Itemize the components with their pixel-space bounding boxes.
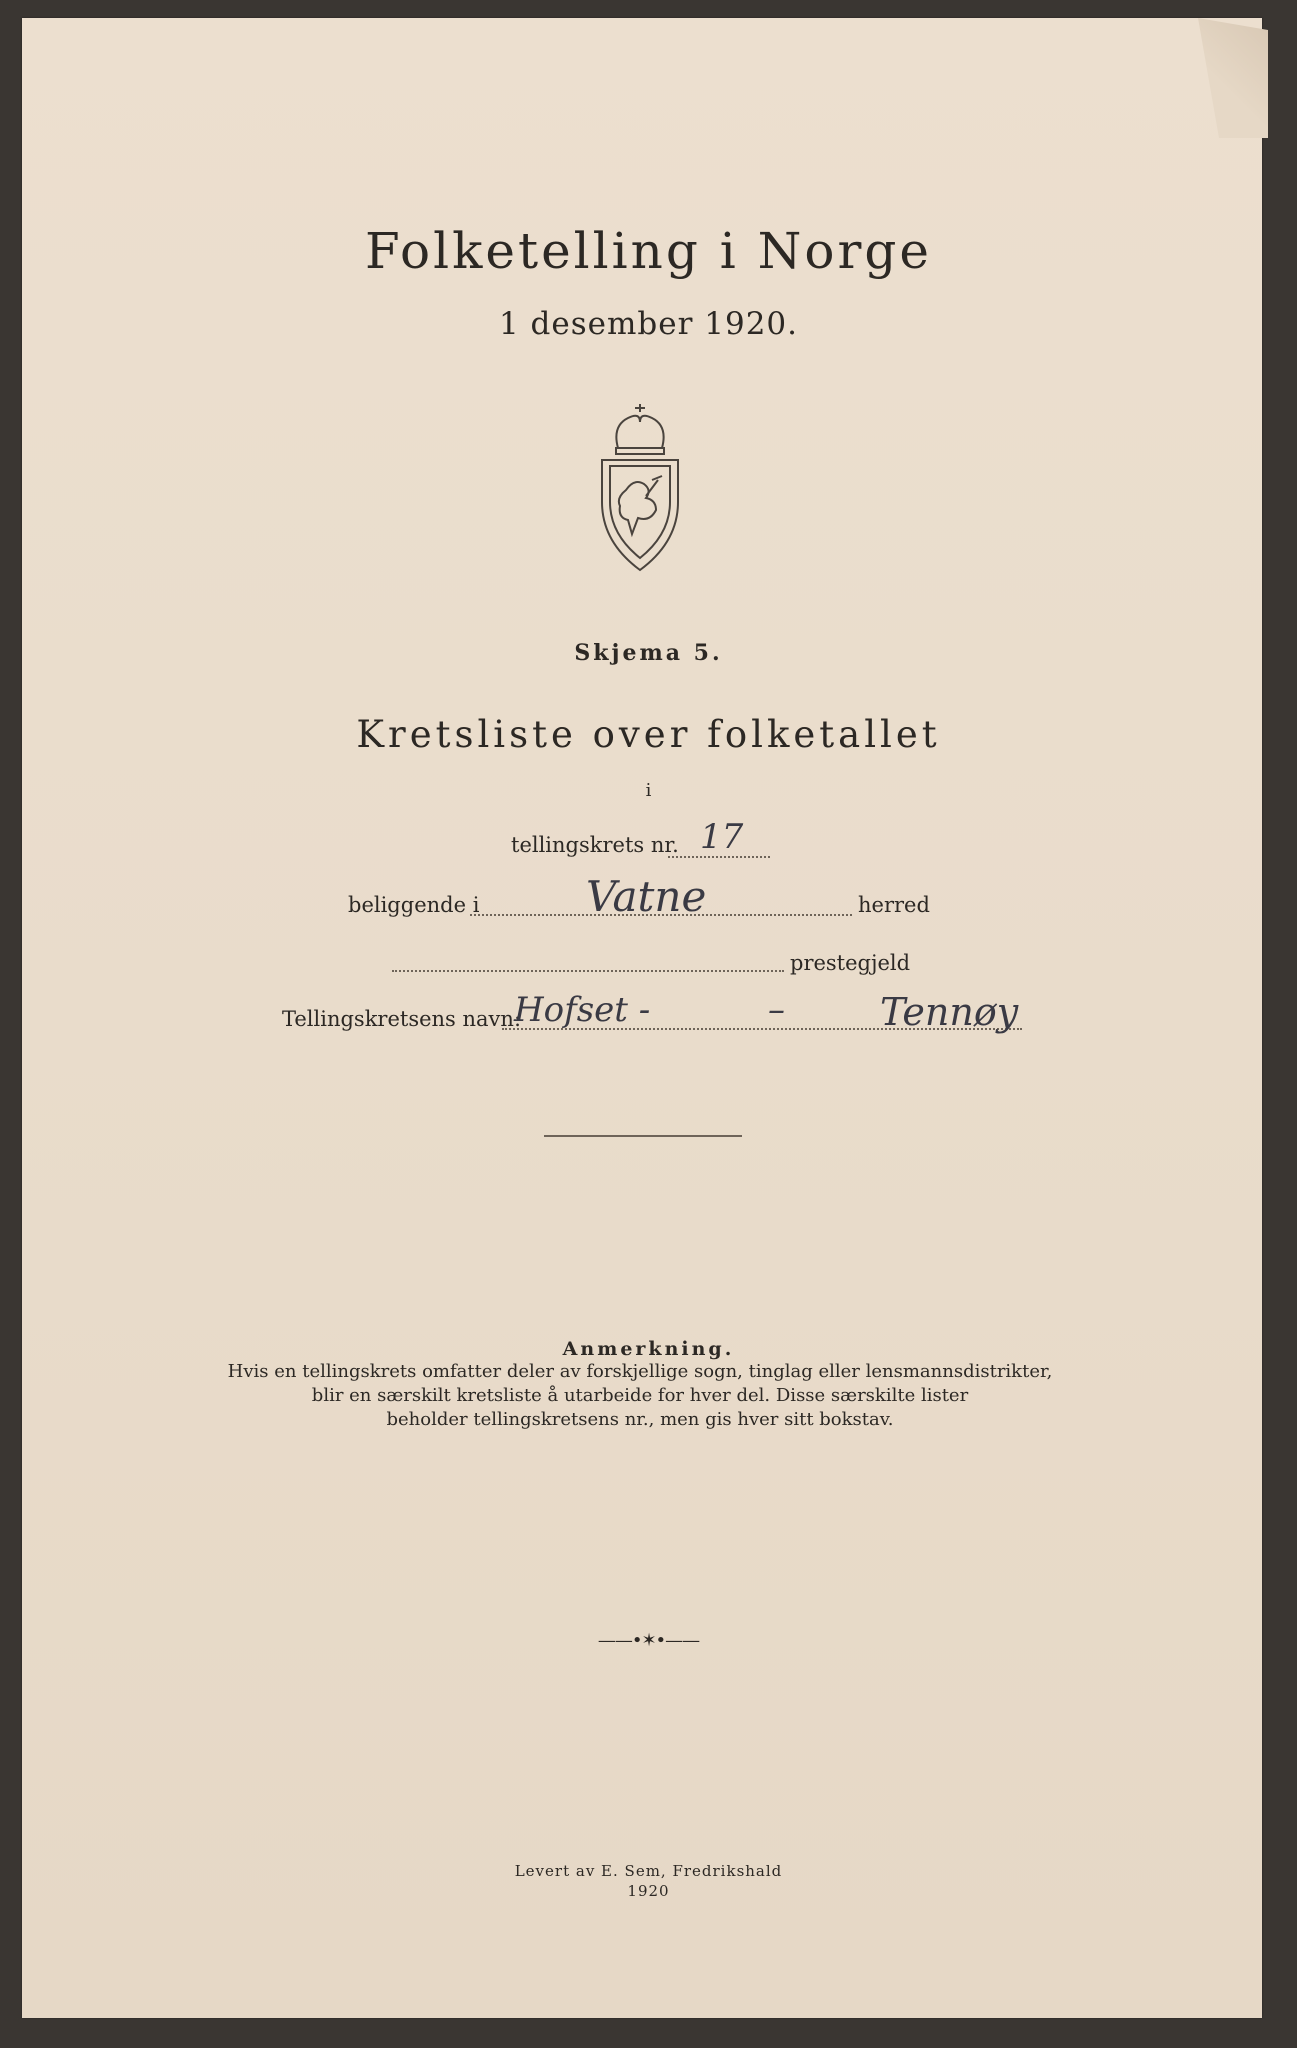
prestegjeld-field[interactable] [392,936,784,972]
printer-credit: Levert av E. Sem, Fredrikshald [514,1862,783,1880]
krets-name-value-2: Tennøy [880,990,1019,1034]
form-heading: Kretsliste over folketallet [356,713,941,756]
krets-name-value-1: Hofset - [514,990,651,1030]
herred-label: herred [858,893,930,917]
folded-corner [1198,18,1268,138]
ornament-divider: ——•✶•—— [597,1630,700,1651]
note-heading: Anmerkning. [562,1338,735,1360]
section-divider [544,1135,742,1137]
note-line-1: Hvis en tellingskrets omfatter deler av forskjellige sogn, tinglag eller lensmannsdistrikter, [227,1361,1053,1382]
prestegjeld-label: prestegjeld [790,951,911,975]
page-title: Folketelling i Norge [365,222,932,280]
krets-number-value: 17 [700,817,744,857]
census-date: 1 desember 1920. [498,306,799,342]
printer-year: 1920 [627,1882,670,1900]
beliggende-label: beliggende i [348,893,480,917]
note-line-3: beholder tellingskretsens nr., men gis hver sitt bokstav. [386,1409,894,1430]
krets-number-label: tellingskrets nr. [511,833,679,857]
norwegian-coat-of-arms-icon [588,400,692,575]
herred-value: Vatne [586,872,707,921]
schema-number: Skjema 5. [574,640,723,666]
note-body [150,1360,1130,1432]
krets-name-label: Tellingskretsens navn: [282,1007,522,1031]
connector-i: i [645,780,652,801]
note-line-2: blir en særskilt kretsliste å utarbeide for hver del. Disse særskilte lister [311,1385,969,1406]
krets-name-dash: – [768,990,785,1030]
